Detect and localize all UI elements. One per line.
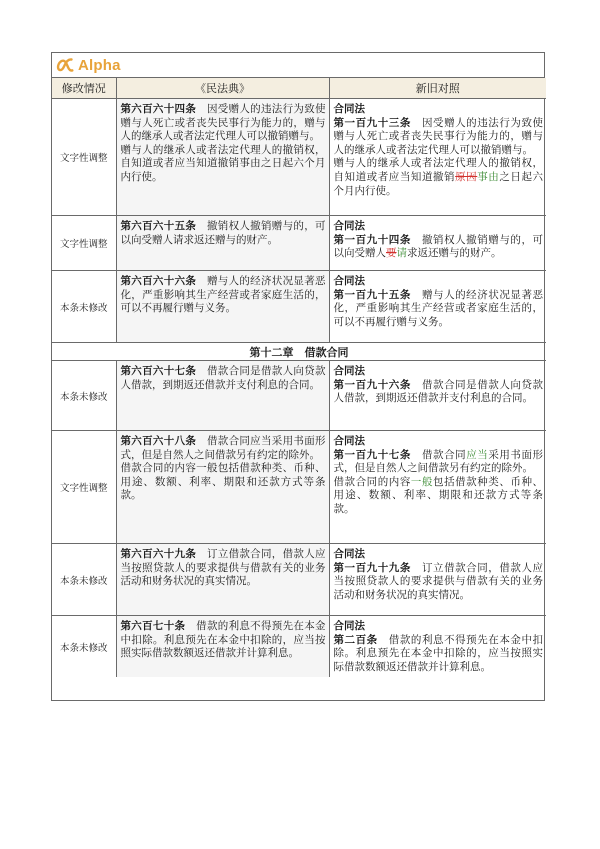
brand-logo [56,57,121,74]
article-number: 第六百七十条 [120,620,186,632]
table-row [52,431,546,544]
row-status: 本条未修改 [52,271,116,343]
source-label: 合同法 [333,548,365,560]
article-number: 第一百九十九条 [333,561,411,574]
table-row [52,616,546,678]
source-label: 合同法 [333,620,365,632]
inserted-text: 应当 [466,448,489,461]
inserted-text: 请 [396,247,407,260]
header-comparison: 新旧对照 [329,78,546,99]
article-number: 第六百六十九条 [120,548,197,560]
row-status: 文字性调整 [52,431,116,544]
deleted-text: 原因 [455,170,478,183]
brand-name: Alpha [78,56,121,74]
civil-code-cell: 第六百六十九条 订立借款合同，借款人应当按照贷款人的要求提供与借款有关的业务活动和财务状况的真实情况。 [116,544,329,616]
article-number: 第六百六十五条 [120,220,197,232]
article-number: 第六百六十八条 [120,435,197,447]
civil-code-cell: 第六百六十六条 赠与人的经济状况显著恶化，严重影响其生产经营或者家庭生活的，可以不再履行赠与义务。 [116,271,329,343]
source-label: 合同法 [333,365,365,377]
old-law-cell: 合同法 第二百条 借款的利息不得预先在本金中扣除。利息预先在本金中扣除的，应当按照实际借款数额返还借款并计算利息。 [329,616,546,678]
row-status: 文字性调整 [52,99,116,216]
article-number: 第一百九十七条 [333,448,411,461]
article-number: 第六百六十七条 [120,365,197,377]
old-law-cell: 合同法 第一百九十九条 订立借款合同，借款人应当按照贷款人的要求提供与借款有关的业务活动和财务状况的真实情况。 [329,544,546,616]
table-row [52,99,546,216]
table-header-row [52,78,546,99]
table-row [52,216,546,271]
alpha-logo-icon [56,57,74,73]
article-number: 第一百九十五条 [333,288,411,301]
chapter-heading-row [52,343,546,361]
article-number: 第一百九十四条 [333,233,411,246]
old-law-cell: 合同法 第一百九十四条 撤销权人撤销赠与的，可以向受赠人要请求返还赠与的财产。 [329,216,546,271]
article-number: 第六百六十六条 [120,275,197,287]
row-status: 本条未修改 [52,616,116,678]
source-label: 合同法 [333,275,365,287]
deleted-text: 要 [386,247,397,260]
article-number: 第一百九十三条 [333,116,411,129]
civil-code-cell: 第六百六十五条 撤销权人撤销赠与的，可以向受赠人请求返还赠与的财产。 [116,216,329,271]
comparison-document [51,52,545,701]
inserted-text: 事由 [477,170,500,183]
old-law-cell: 合同法 第一百九十六条 借款合同是借款人向贷款人借款，到期返还借款并支付利息的合同。 [329,361,546,431]
civil-code-cell: 第六百六十四条 因受赠人的违法行为致使赠与人死亡或者丧失民事行为能力的，赠与人的继承人或者法定代理人可以撤销赠与。 赠与人的继承人或者法定代理人的撤销权，自知道或者应当知道撤销事由之日起六个月内行使。 [116,99,329,216]
header-status: 修改情况 [52,78,116,99]
inserted-text: 一般 [410,475,434,488]
chapter-heading: 第十二章 借款合同 [52,343,546,361]
old-law-cell: 合同法 第一百九十五条 赠与人的经济状况显著恶化，严重影响其生产经营或者家庭生活的，可以不再履行赠与义务。 [329,271,546,343]
civil-code-cell: 第六百六十八条 借款合同应当采用书面形式，但是自然人之间借款另有约定的除外。 借款合同的内容一般包括借款种类、币种、用途、数额、利率、期限和还款方式等条款。 [116,431,329,544]
article-number: 第一百九十六条 [333,378,411,391]
article-number: 第二百条 [333,633,378,646]
brand-header [52,53,544,78]
source-label: 合同法 [333,435,365,447]
row-status: 文字性调整 [52,216,116,271]
civil-code-cell: 第六百六十七条 借款合同是借款人向贷款人借款，到期返还借款并支付利息的合同。 [116,361,329,431]
row-status: 本条未修改 [52,544,116,616]
source-label: 合同法 [333,220,365,232]
article-number: 第六百六十四条 [120,103,197,115]
row-status: 本条未修改 [52,361,116,431]
table-row [52,361,546,431]
table-row [52,271,546,343]
table-row [52,544,546,616]
source-label: 合同法 [333,103,365,115]
old-law-cell: 合同法 第一百九十三条 因受赠人的违法行为致使赠与人死亡或者丧失民事行为能力的，赠与人的继承人或者法定代理人可以撤销赠与。 赠与人的继承人或者法定代理人的撤销权，自知道或者应当知道撤销原因事由之日起六个月内行使。 [329,99,546,216]
comparison-table [52,78,546,677]
header-civil-code: 《民法典》 [116,78,329,99]
civil-code-cell: 第六百七十条 借款的利息不得预先在本金中扣除。利息预先在本金中扣除的，应当按照实际借款数额返还借款并计算利息。 [116,616,329,678]
old-law-cell: 合同法 第一百九十七条 借款合同应当采用书面形式，但是自然人之间借款另有约定的除外。 借款合同的内容一般包括借款种类、币种、用途、数额、利率、期限和还款方式等条款。 [329,431,546,544]
